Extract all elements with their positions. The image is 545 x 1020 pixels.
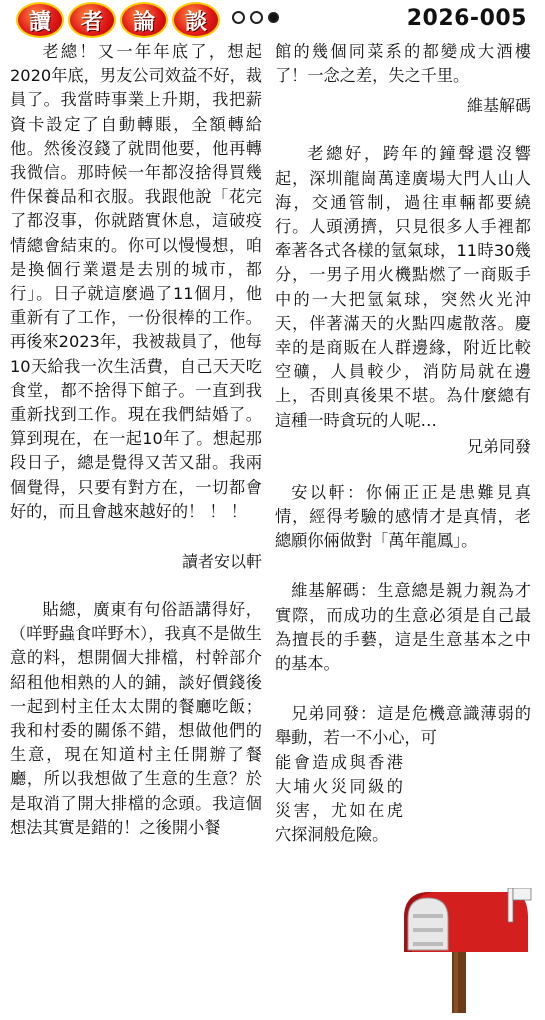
title-badge-4: 談 [172, 2, 220, 38]
column-header [0, 0, 545, 40]
signature-1: 讀者安以軒 [181, 552, 262, 572]
title-badge-2: 者 [68, 2, 116, 38]
dot-icon [232, 11, 245, 24]
right-column [275, 40, 531, 847]
issue-number: 2026-005 [406, 6, 527, 31]
dot-filled-icon [268, 12, 279, 23]
column-title-badges [16, 2, 220, 38]
reply-3-part-b: 能會造成與香港大埔火災同級的災害，尤如在虎穴探洞般危險。 [275, 752, 403, 845]
signature-2: 維基解碼 [466, 96, 531, 116]
title-badge-3: 論 [120, 2, 168, 38]
letter-3: 老總好，跨年的鐘聲還沒響起，深圳龍崗萬達廣場大門人山人海，交通管制，過往車輛都要繞行。人頭湧擠，只見很多人手裡都牽著各式各樣的氫氣球，11時30幾分，一男子用火機點燃了一商販手中的一大把氫氣球，突然火光沖天，伴著滿天的火點四處散落。慶幸的是商販在人群邊緣，附近比較空礦，人員較少，消防局就在邊上，否則真後果不堪。為什麼總有這種一時貪玩的人呢… [275, 144, 531, 430]
letter-2-continued: 館的幾個同菜系的都變成大酒樓了！一念之差，失之千里。 [275, 42, 531, 86]
dot-icon [250, 11, 263, 24]
reply-3-part-a: 兄弟同發：這是危機意識薄弱的舉動，若一不小心，可 [275, 704, 531, 748]
mailbox-icon [398, 888, 533, 1013]
letter-1: 老總！又一年年底了，想起2020年底，男友公司效益不好，裁員了。我當時事業上升期，我把薪資卡設定了自動轉賬，全額轉給他。然後沒錢了就問他要，他再轉我微信。那時候一年都沒捨得買幾件保養品和衣服。我跟他說「花完了都沒事，你就踏實休息，這破疫情總會結束的。你可以慢慢想，咱是換個行業還是去別的城市，都行」。日子就這麼過了11個月，他重新有了工作，一份很棒的工作。再後來2023年，我被裁員了，他每10天給我一次生活費，自己天天吃食堂，都不捨得下館子。一直到我重新找到工作。現在我們結婚了。算到現在，在一起10年了。想起那段日子，總是覺得又苦又甜。我兩個覺得，只要有對方在，一切都會好的，而且會越來越好的！ ！ ！ [10, 42, 262, 521]
signature-3: 兄弟同發 [466, 436, 531, 456]
left-column [10, 40, 262, 840]
decorative-dots [232, 11, 279, 24]
letter-2: 貼總，廣東有句俗語講得好，（咩野蟲食咩野木），我真不是做生意的料，想開個大排檔，村幹部介紹租他相熟的人的鋪，談好價錢後一起到村主任太太開的餐廳吃飯；我和村委的關係不錯，想做他們的生意，現在知道村主任開辦了餐廳，所以我想做了生意的生意？於是取消了開大排檔的念頭。我這個想法其實是錯的！之後開小餐 [10, 600, 262, 837]
title-badge-1: 讀 [16, 2, 64, 38]
reply-2: 維基解碼：生意總是親力親為才實際，而成功的生意必須是自己最為擅長的手藝，這是生意基本之中的基本。 [275, 581, 531, 674]
reply-1: 安以軒：你倆正正是患難見真情，經得考驗的感情才是真情，老總願你倆做對「萬年龍鳳」。 [275, 482, 531, 551]
